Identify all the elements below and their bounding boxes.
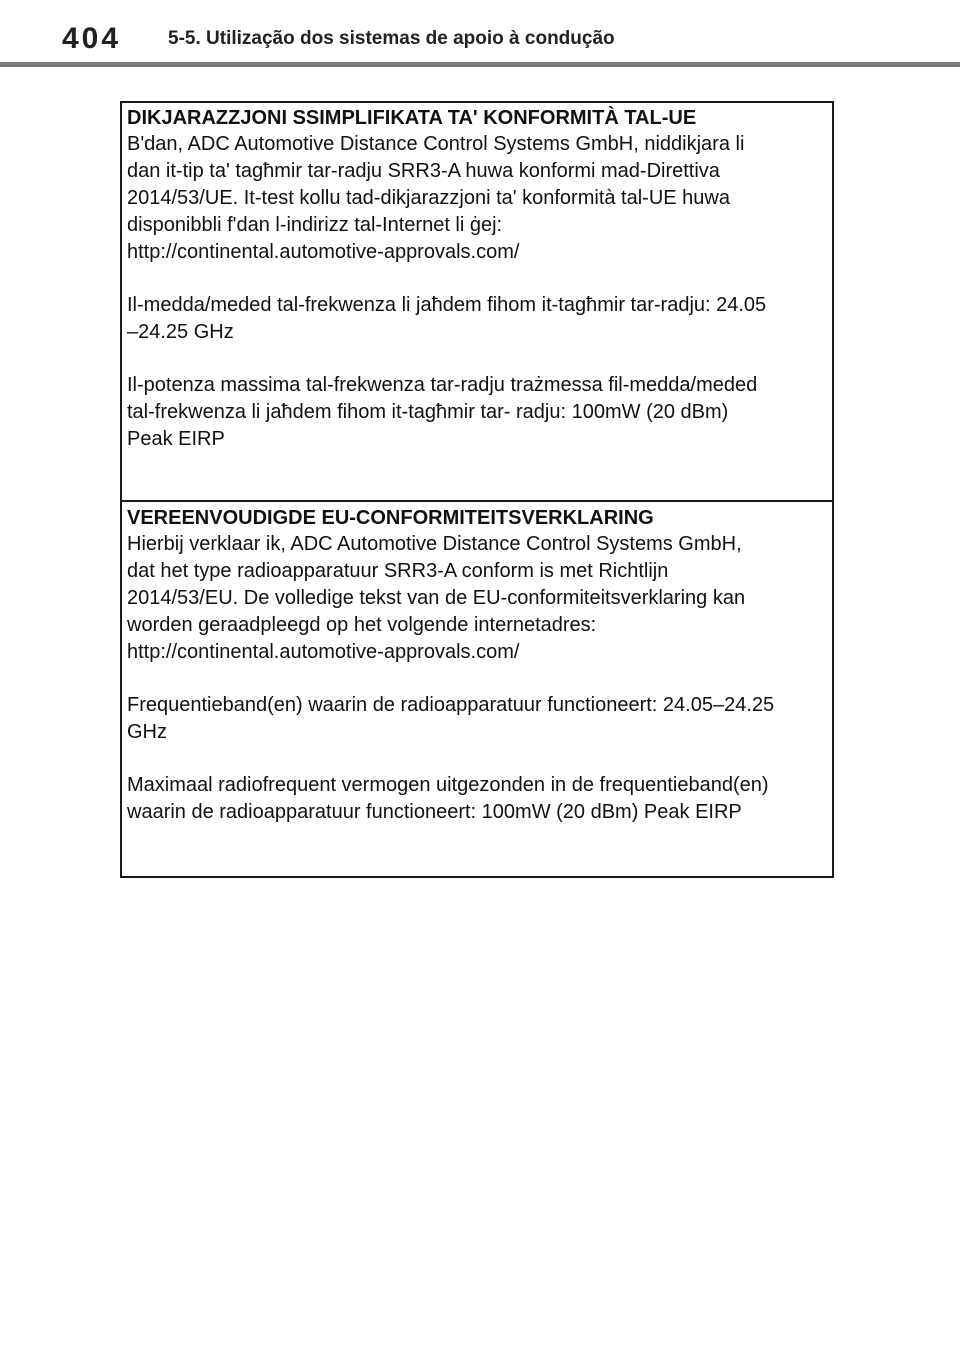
block-divider (122, 500, 832, 502)
declaration-paragraph: Frequentieband(en) waarin de radioapparatuur functioneert: 24.05–24.25 GHz (127, 694, 775, 743)
declaration-paragraph: Il-potenza massima tal-frekwenza tar-radju trażmessa fil-medda/meded tal-frekwenza li jaħdem fihom it-tagħmir tar- radju: 100mW (20 dBm) Peak EIRP (127, 374, 758, 450)
declaration-box (120, 101, 834, 878)
declaration-paragraph: Maximaal radiofrequent vermogen uitgezonden in de frequentieband(en) waarin de radioapparatuur functioneert: 100mW (20 dBm) Peak EIRP (127, 774, 769, 823)
declaration-heading: DIKJARAZZJONI SSIMPLIFIKATA TA' KONFORMITÀ TAL-UE (127, 107, 697, 129)
page-header (0, 0, 960, 70)
header-rule (0, 62, 960, 67)
declaration-paragraph: Hierbij verklaar ik, ADC Automotive Distance Control Systems GmbH, dat het type radioapparatuur SRR3-A conform is met Richtlijn 2014/53/EU. De volledige tekst van de EU-conformiteitsverklaring kan worden geraadpleegd op het volgende internetadres: http://continental.automotive-approvals.com/ (127, 533, 746, 663)
declaration-paragraph: B'dan, ADC Automotive Distance Control Systems GmbH, niddikjara li dan it-tip ta' tagħmir tar-radju SRR3-A huwa konformi mad-Direttiva 2014/53/UE. It-test kollu tad-dikjarazzjoni ta' konformità tal-UE huwa disponibbli f'dan l-indirizz tal-Internet li ġej: http://continental.automotive-approvals.com/ (127, 133, 745, 263)
section-title: 5-5. Utilização dos sistemas de apoio à condução (168, 28, 615, 49)
declaration-dutch (122, 503, 832, 878)
declaration-paragraph: Il-medda/meded tal-frekwenza li jaħdem fihom it-tagħmir tar-radju: 24.05 –24.25 GHz (127, 294, 767, 343)
page-number: 404 (62, 22, 122, 55)
declaration-heading: VEREENVOUDIGDE EU-CONFORMITEITSVERKLARING (127, 507, 654, 529)
declaration-maltese (122, 103, 832, 501)
